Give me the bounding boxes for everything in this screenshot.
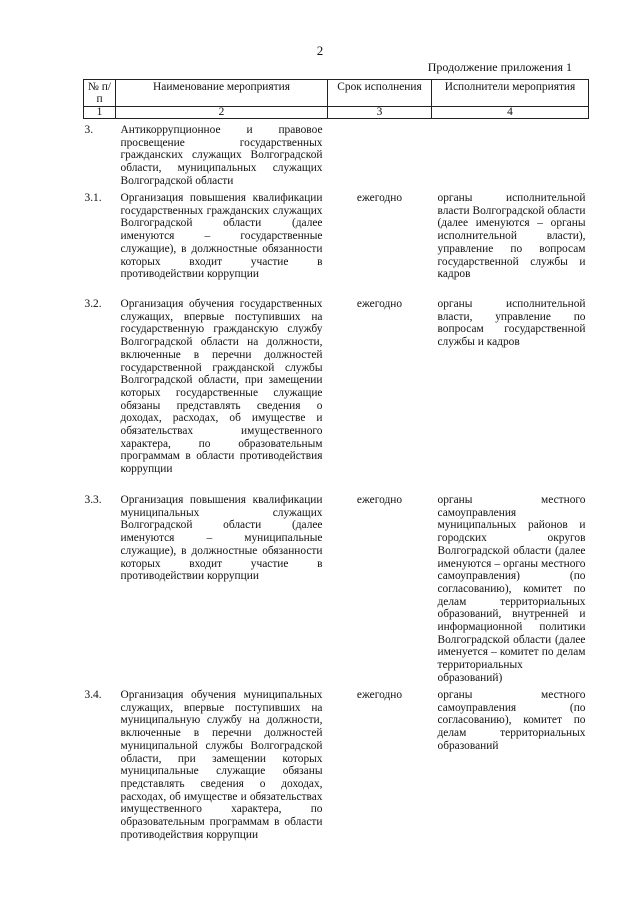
table-row <box>84 298 589 494</box>
table-row <box>84 192 589 298</box>
row-executors: органы исполнительной власти, управление по вопросам государственной службы и кадров <box>437 298 586 349</box>
measures-table <box>83 79 589 849</box>
row-executors: органы местного самоуправления муниципальных районов и городских округов Волгоградской области (далее именуются – органы местного самоуправления) (по согласованию), комитет по делам территориальных образований, внутренней и информационной политики Волгоградской области (далее именуется – комитет по делам территориальных образований) <box>437 494 586 684</box>
row-number: 3.4. <box>84 689 102 701</box>
row-executors <box>432 119 589 193</box>
column-number-4: 4 <box>432 107 589 119</box>
row-measure-name: Антикоррупционное и правовое просвещение государственных гражданских служащих Волгоградской области, муниципальных служащих Волгоградской области <box>120 124 323 187</box>
table-row <box>84 494 589 689</box>
row-deadline: ежегодно <box>356 192 403 204</box>
page-number: 2 <box>316 43 324 58</box>
row-number: 3.2. <box>84 298 102 310</box>
table-row <box>84 119 589 193</box>
header-number: № п/п <box>84 80 116 107</box>
row-executors: органы исполнительной власти Волгоградской области (далее именуются – органы исполнительной власти), управление по вопросам государственной службы и кадров <box>437 192 586 281</box>
table-header <box>84 80 589 119</box>
row-deadline: ежегодно <box>356 689 403 701</box>
row-measure-name: Организация обучения государственных служащих, впервые поступивших на государственную гражданскую службу Волгоградской области на должности, включенные в перечни должностей государственной гражданской службы Волгоградской области, при замещении которых государственные служащие обязаны представлять сведения о доходах, расходах, об имуществе и обязательствах имущественного характера, по образовательным программам в области противодействия коррупции <box>120 298 323 476</box>
row-deadline: ежегодно <box>356 494 403 506</box>
table-row <box>84 689 589 849</box>
continuation-label: Продолжение приложения 1 <box>427 60 572 74</box>
row-measure-name: Организация повышения квалификации муниципальных служащих Волгоградской области (далее именуются – муниципальные служащие), в должностные обязанности которых входит участие в противодействии коррупции <box>120 494 323 583</box>
row-measure-name: Организация повышения квалификации государственных гражданских служащих Волгоградской области (далее именуются – государственные служащие), в должностные обязанности которых входит участие в противодействии коррупции <box>120 192 323 281</box>
row-executors: органы местного самоуправления (по согласованию), комитет по делам территориальных образований <box>437 689 586 752</box>
row-deadline <box>328 119 432 193</box>
row-deadline: ежегодно <box>356 298 403 310</box>
header-deadline: Срок исполнения <box>328 80 432 107</box>
row-number: 3.3. <box>84 494 102 506</box>
column-number-2: 2 <box>116 107 328 119</box>
column-number-3: 3 <box>328 107 432 119</box>
row-measure-name: Организация обучения муниципальных служащих, впервые поступивших на муниципальную службу на должности, включенные в перечни должностей муниципальной службы Волгоградской области, при замещении которых муниципальные служащие обязаны представлять сведения о доходах, расходах, об имуществе и обязательствах имущественного характера, по образовательным программам в области противодействия коррупции <box>120 689 323 841</box>
column-number-1: 1 <box>84 107 116 119</box>
row-number: 3.1. <box>84 192 102 204</box>
row-number: 3. <box>84 124 94 136</box>
header-measure-name: Наименование мероприятия <box>116 80 328 107</box>
header-executors: Исполнители мероприятия <box>432 80 589 107</box>
